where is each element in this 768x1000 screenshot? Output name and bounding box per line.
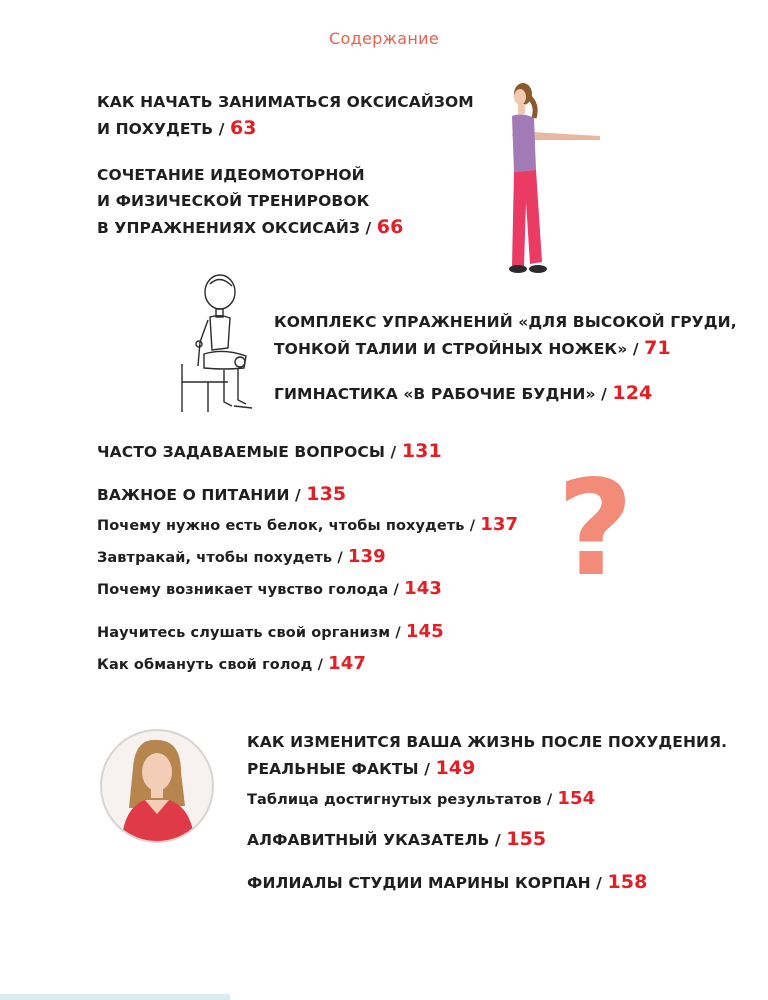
toc-entry-line: Почему нужно есть белок, чтобы похудеть	[97, 518, 465, 534]
toc-entry[interactable]	[97, 89, 474, 142]
exercising-woman-image	[490, 82, 610, 278]
toc-separator: /	[590, 874, 608, 892]
toc-subentry[interactable]	[97, 544, 386, 571]
toc-page-number: 158	[607, 871, 648, 893]
toc-subentry[interactable]	[247, 786, 595, 813]
toc-subentry[interactable]	[97, 512, 518, 539]
question-mark-image: ?	[557, 452, 634, 606]
toc-separator: /	[627, 340, 645, 358]
toc-entry-line: Научитесь слушать свой организм	[97, 625, 391, 641]
toc-page-number: 149	[435, 757, 476, 779]
toc-separator: /	[213, 120, 230, 138]
toc-page-number: 137	[480, 514, 519, 535]
toc-page-number: 66	[376, 216, 404, 238]
toc-entry-line: Таблица достигнутых результатов	[247, 792, 542, 808]
toc-entry-line: РЕАЛЬНЫЕ ФАКТЫ	[247, 760, 419, 778]
toc-entry-line: АЛФАВИТНЫЙ УКАЗАТЕЛЬ	[247, 831, 490, 849]
toc-separator: /	[541, 792, 558, 808]
toc-separator: /	[418, 760, 436, 778]
toc-separator: /	[464, 518, 481, 534]
toc-entry-line: И ПОХУДЕТЬ	[97, 120, 214, 138]
toc-entry-line: ФИЛИАЛЫ СТУДИИ МАРИНЫ КОРПАН	[247, 874, 591, 892]
toc-separator: /	[388, 582, 405, 598]
mannequin-sketch-image	[168, 272, 260, 420]
toc-entry[interactable]	[97, 438, 442, 465]
toc-separator: /	[595, 385, 613, 403]
toc-entry[interactable]	[97, 481, 346, 508]
toc-separator: /	[385, 443, 402, 461]
toc-subentry[interactable]	[97, 576, 442, 603]
toc-page-number: 71	[644, 337, 671, 359]
toc-page-number: 131	[401, 440, 442, 462]
toc-entry[interactable]	[274, 309, 737, 362]
toc-page-number: 139	[347, 546, 386, 567]
toc-separator: /	[332, 550, 348, 566]
toc-entry-line: И ФИЗИЧЕСКОЙ ТРЕНИРОВОК	[97, 192, 370, 210]
toc-entry-line: СОЧЕТАНИЕ ИДЕОМОТОРНОЙ	[97, 166, 365, 184]
toc-page-number: 63	[229, 117, 257, 139]
toc-separator: /	[360, 219, 377, 237]
toc-separator: /	[312, 657, 329, 673]
toc-entry-line: Как обмануть свой голод	[97, 657, 313, 673]
toc-entry-line: ВАЖНОЕ О ПИТАНИИ	[97, 486, 290, 504]
toc-page-number: 154	[557, 788, 596, 809]
toc-entry[interactable]	[247, 869, 647, 896]
toc-subentry[interactable]	[97, 651, 366, 678]
toc-entry-line: КАК ИЗМЕНИТСЯ ВАША ЖИЗНЬ ПОСЛЕ ПОХУДЕНИЯ.	[247, 733, 728, 751]
toc-page-number: 143	[404, 578, 442, 599]
toc-entry-line: ГИМНАСТИКА «В РАБОЧИЕ БУДНИ»	[274, 385, 596, 403]
toc-entry-line: В УПРАЖНЕНИЯХ ОКСИСАЙЗ	[97, 219, 360, 237]
toc-entry-line: ЧАСТО ЗАДАВАЕМЫЕ ВОПРОСЫ	[97, 443, 386, 461]
toc-separator: /	[390, 625, 406, 641]
toc-page-number: 124	[612, 382, 653, 404]
toc-page-number: 147	[328, 653, 366, 674]
portrait-image	[99, 728, 215, 844]
toc-entry[interactable]	[274, 380, 652, 407]
toc-separator: /	[289, 486, 307, 504]
toc-subentry[interactable]	[97, 619, 444, 646]
toc-page-number: 135	[306, 483, 347, 505]
toc-separator: /	[489, 831, 507, 849]
toc-entry[interactable]	[247, 729, 727, 782]
toc-entry-line: КАК НАЧАТЬ ЗАНИМАТЬСЯ ОКСИСАЙЗОМ	[97, 93, 474, 111]
toc-entry-line: Завтракай, чтобы похудеть	[97, 550, 333, 566]
toc-entry-line: КОМПЛЕКС УПРАЖНЕНИЙ «ДЛЯ ВЫСОКОЙ ГРУДИ,	[274, 313, 737, 331]
toc-page-number: 145	[405, 621, 444, 642]
page-edge-strip	[0, 994, 230, 1000]
toc-entry-line: ТОНКОЙ ТАЛИИ И СТРОЙНЫХ НОЖЕК»	[274, 340, 628, 358]
toc-entry-line: Почему возникает чувство голода	[97, 582, 389, 598]
toc-page-number: 155	[506, 828, 547, 850]
toc-entry[interactable]	[247, 826, 546, 853]
page-title: Содержание	[329, 29, 439, 48]
toc-entry[interactable]	[97, 162, 403, 241]
